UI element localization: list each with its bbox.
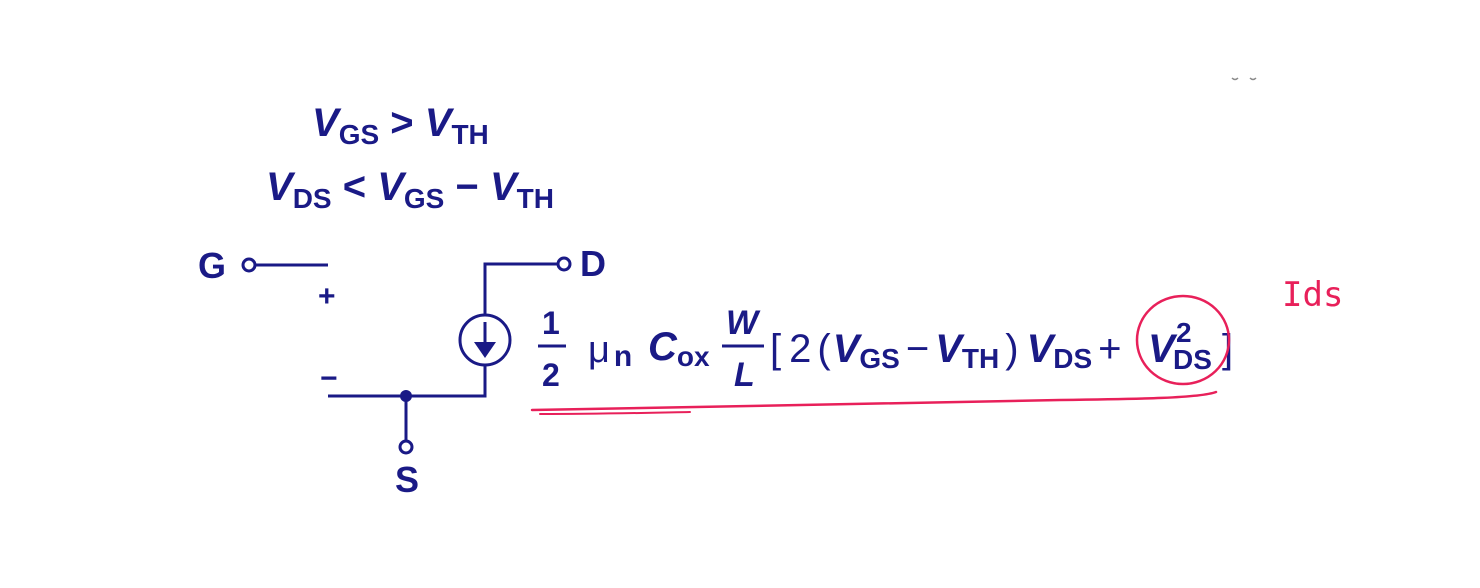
width-label: W bbox=[726, 304, 759, 342]
fraction-numerator: 1 bbox=[542, 305, 560, 341]
source-terminal-node bbox=[400, 441, 412, 453]
underline-tail bbox=[540, 412, 690, 414]
corner-smudge bbox=[1232, 78, 1256, 80]
mobility-term: μ n bbox=[588, 329, 633, 373]
vds-squared-sup: 2 bbox=[1176, 317, 1192, 348]
vds-squared-v: V bbox=[1148, 327, 1175, 371]
current-equation bbox=[538, 304, 1233, 394]
current-arrow-head bbox=[474, 342, 496, 358]
source-label: S bbox=[395, 459, 420, 500]
gate-terminal-node bbox=[243, 259, 255, 271]
circuit bbox=[243, 258, 570, 453]
vds-squared-sub: DS bbox=[1173, 344, 1212, 375]
drain-label: D bbox=[580, 243, 606, 284]
oxide-cap-term: Cox bbox=[648, 325, 710, 372]
underline-equation bbox=[532, 392, 1216, 410]
drain-terminal-node bbox=[558, 258, 570, 270]
plus-sign: + bbox=[318, 280, 336, 313]
fraction-denominator: 2 bbox=[542, 357, 560, 393]
condition-vgs-gt-vth: $V_{GS} > V_{TH}$ bbox=[312, 101, 489, 150]
condition-vds-lt-vgs-minus-vth: $V_{DS} < V_{GS} - V_{TH}$ bbox=[266, 165, 554, 214]
minus-sign: − bbox=[320, 362, 338, 395]
gate-label: G bbox=[198, 245, 227, 286]
close-bracket: ] bbox=[1222, 327, 1234, 371]
ids-annotation: Ids bbox=[1282, 275, 1344, 315]
bracket-expression: [ 2 (VGS − VTH ) VDS + bbox=[770, 327, 1122, 374]
length-label: L bbox=[734, 356, 755, 394]
